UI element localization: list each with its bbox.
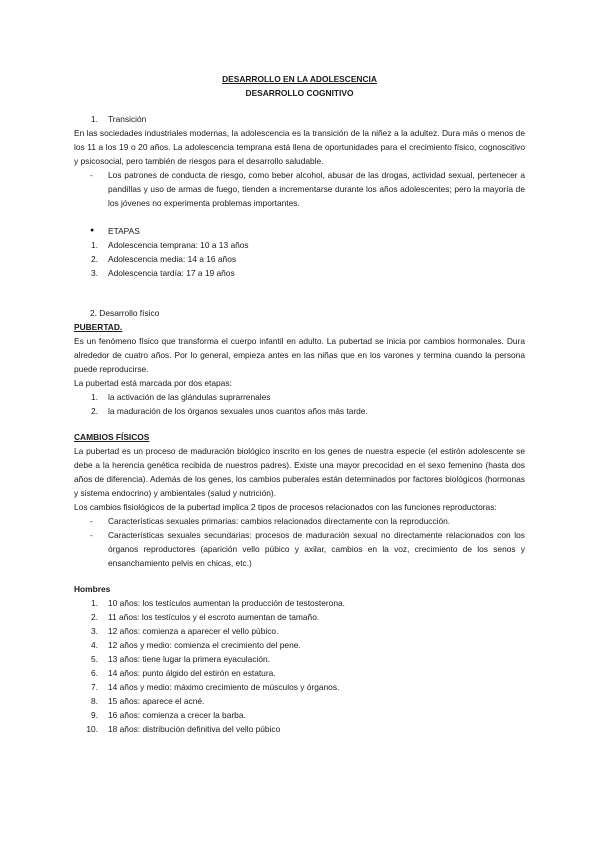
section-1-heading — [74, 112, 525, 126]
list-item — [74, 638, 525, 652]
list-number: 7. — [91, 682, 98, 692]
list-item — [74, 694, 525, 708]
list-item-text: 13 años: tiene lugar la primera eyaculación. — [108, 654, 271, 664]
cambios-bullet-list — [74, 514, 525, 570]
pubertad-etapas-list — [74, 390, 525, 418]
list-item — [74, 404, 525, 418]
list-item-text: 16 años: comienza a crecer la barba. — [108, 710, 246, 720]
list-number: 2. — [91, 612, 98, 622]
list-item — [74, 680, 525, 694]
list-item — [74, 252, 525, 266]
list-number: 8. — [91, 696, 98, 706]
list-item — [74, 652, 525, 666]
list-item-text: Adolescencia tardía: 17 a 19 años — [108, 268, 235, 278]
list-number: 1. — [91, 598, 98, 608]
list-item — [74, 624, 525, 638]
list-item — [74, 596, 525, 610]
list-item — [74, 708, 525, 722]
list-item-text: 12 años: comienza a aparecer el vello púbico. — [108, 626, 279, 636]
list-item-text: 15 años: aparece el acné. — [108, 696, 205, 706]
list-item-text: 14 años: punto álgido del estirón en estatura. — [108, 668, 276, 678]
pubertad-paragraph: Es un fenómeno físico que transforma el cuerpo infantil en adulto. La pubertad se inicia por cambios hormonales. Dura alrededor de cuatro años. Por lo general, empieza antes en las niñas que en los varones y termina cuando la persona puede reproducirse. — [74, 336, 525, 374]
list-item-text: Adolescencia temprana: 10 a 13 años — [108, 240, 249, 250]
list-item-text: la maduración de los órganos sexuales unos cuantos años más tarde. — [108, 406, 368, 416]
list-number: 1. — [91, 240, 98, 250]
dash-marker: - — [90, 530, 93, 540]
document-subtitle: DESARROLLO COGNITIVO — [245, 88, 354, 98]
list-number: 4. — [91, 640, 98, 650]
etapas-list — [74, 238, 525, 280]
list-number: 2. — [91, 406, 98, 416]
list-number: 3. — [91, 268, 98, 278]
list-item-text: 12 años y medio: comienza el crecimiento del pene. — [108, 640, 301, 650]
list-item-text: Los patrones de conducta de riesgo, como beber alcohol, abusar de las drogas, actividad sexual, pertenecer a pandillas y uso de armas de fuego, tienden a incrementarse durante los años adolescentes; pero la mayoría de los jóvenes no experimenta problemas importantes. — [108, 170, 525, 208]
list-number: 6. — [91, 668, 98, 678]
etapas-label: ETAPAS — [108, 226, 140, 236]
list-item-text: 14 años y medio: máximo crecimiento de músculos y órganos. — [108, 682, 340, 692]
list-item-text: Características sexuales primarias: cambios relacionados directamente con la reproducción. — [108, 516, 451, 526]
list-number: 3. — [91, 626, 98, 636]
section-1-title: Transición — [108, 114, 147, 124]
cambios-fisicos-label: CAMBIOS FÍSICOS — [74, 432, 150, 442]
list-item — [74, 528, 525, 570]
list-number: 1. — [91, 392, 98, 402]
document-title: DESARROLLO EN LA ADOLESCENCIA — [222, 74, 377, 84]
hombres-label: Hombres — [74, 584, 111, 594]
list-item — [74, 224, 525, 238]
section-1-paragraph: En las sociedades industriales modernas, la adolescencia es la transición de la niñez a la adultez. Dura más o menos de los 11 a los 19 o 20 años. La adolescencia temprana está llena de oportunidades para el crecimiento físico, cognoscitivo y psicosocial, pero también de riesgos para el desarrollo saludable. — [74, 128, 525, 166]
list-item — [74, 168, 525, 210]
list-item — [74, 610, 525, 624]
section-1-number: 1. — [91, 114, 98, 124]
cambios-paragraph-1: La pubertad es un proceso de maduración biológico inscrito en los genes de nuestra especie (el estirón adolescente se debe a la herencia genética recibida de nuestros padres). Existe una mayor precocidad en el sexo femenino (hasta dos años de diferencia). Además de los genes, los cambios puberales están determinados por factores biológicos (hormonas y sistema endocrino) y ambientales (salud y nutrición). — [74, 446, 525, 498]
list-item-text: 18 años: distribución definitiva del vello púbico — [108, 724, 281, 734]
list-number: 9. — [91, 710, 98, 720]
list-item — [74, 390, 525, 404]
list-number: 10. — [86, 724, 98, 734]
dash-marker: - — [90, 516, 93, 526]
list-item — [74, 666, 525, 680]
list-item — [74, 238, 525, 252]
list-item — [74, 722, 525, 736]
cambios-paragraph-2: Los cambios fisiológicos de la pubertad implica 2 tipos de procesos relacionados con las funciones reproductoras: — [74, 502, 497, 512]
list-item-text: Características sexuales secundarias: procesos de maduración sexual no directamente relacionados con los órganos reproductores (aparición vello púbico y axilar, cambios en la voz, crecimiento de los senos y ensanchamiento pelvis en chicas, etc.) — [108, 530, 525, 568]
list-number: 5. — [91, 654, 98, 664]
list-item — [74, 266, 525, 280]
list-number: 2. — [91, 254, 98, 264]
list-item-text: 10 años: los testículos aumentan la producción de testosterona. — [108, 598, 345, 608]
section-1-bullet-list — [74, 168, 525, 210]
bullet-dot-icon: ● — [90, 227, 95, 234]
hombres-list — [74, 596, 525, 736]
pubertad-label: PUBERTAD. — [74, 322, 123, 332]
section-2-heading: 2. Desarrollo físico — [90, 308, 160, 318]
list-item — [74, 514, 525, 528]
list-item-text: 11 años: los testículos y el escroto aumentan de tamaño. — [108, 612, 320, 622]
dash-marker: - — [90, 170, 93, 180]
list-item-text: Adolescencia media: 14 a 16 años — [108, 254, 237, 264]
list-item-text: la activación de las glándulas suprarrenales — [108, 392, 271, 402]
pubertad-etapas-intro: La pubertad está marcada por dos etapas: — [74, 378, 232, 388]
etapas-heading-list — [74, 224, 525, 238]
